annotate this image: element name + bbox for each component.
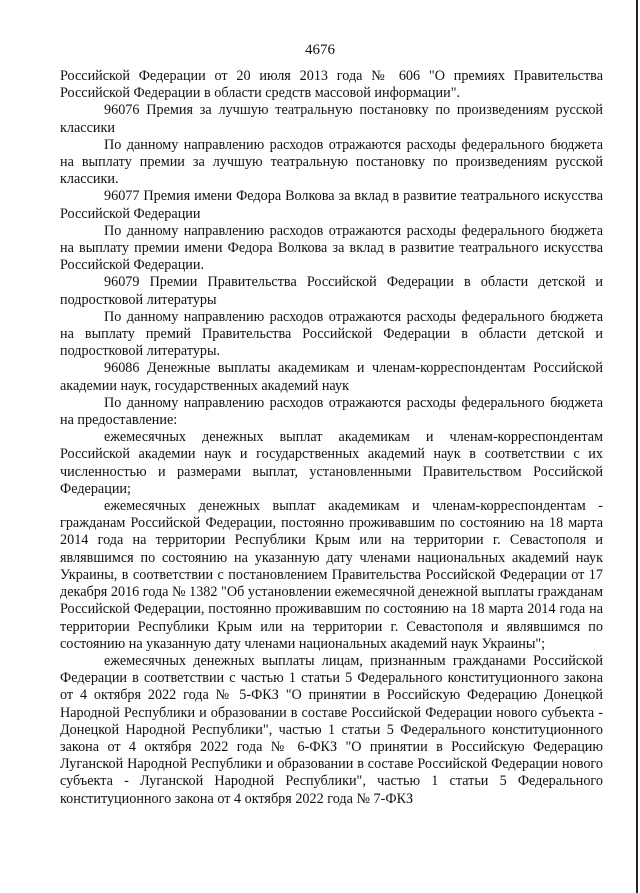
section-heading-96076: 96076 Премия за лучшую театральную постановку по произведениям русской классики bbox=[60, 102, 603, 136]
paragraph: По данному направлению расходов отражаются расходы федерального бюджета на выплату премий Правительства Российской Федерации в области детской и подростковой литературы. bbox=[60, 308, 603, 360]
paragraph: По данному направлению расходов отражаются расходы федерального бюджета на предоставление: bbox=[60, 394, 603, 429]
section-heading-96079: 96079 Премии Правительства Российской Федерации в области детской и подростковой литературы bbox=[60, 274, 603, 308]
paragraph: По данному направлению расходов отражаются расходы федерального бюджета на выплату премии имени Федора Волкова за вклад в развитие театрального искусства Российской Федерации. bbox=[60, 222, 603, 274]
section-heading-96077: 96077 Премия имени Федора Волкова за вклад в развитие театрального искусства Российской Федерации bbox=[60, 188, 603, 222]
page-edge-line bbox=[636, 0, 638, 893]
list-item: ежемесячных денежных выплаты лицам, признанным гражданами Российской Федерации в соответствии с частью 1 статьи 5 Федерального конституционного закона от 4 октября 2022 года № 5-ФКЗ "О принятии в Российскую Федерацию Донецкой Народной Республики и образовании в составе Российской Федерации нового субъекта - Донецкой Народной Республики", частью 1 статьи 5 Федерального конституционного закона от 4 октября 2022 года № 6-ФКЗ "О принятии в Российскую Федерацию Луганской Народной Республики и образовании в составе Российской Федерации нового субъекта - Луганской Народной Республики", частью 1 статьи 5 Федерального конституционного закона от 4 октября 2022 года № 7-ФКЗ bbox=[60, 652, 603, 807]
paragraph: Российской Федерации от 20 июля 2013 года № 606 "О премиях Правительства Российской Федерации в области средств массовой информации". bbox=[60, 68, 603, 102]
paragraph: По данному направлению расходов отражаются расходы федерального бюджета на выплату премии за лучшую театральную постановку по произведениям русской классики. bbox=[60, 136, 603, 188]
list-item: ежемесячных денежных выплат академикам и членам-корреспондентам - гражданам Российской Федерации, постоянно проживавшим по состоянию на 18 марта 2014 года на территории Республики Крым или на территории г. Севастополя и являвшимся по состоянию на указанную дату членами национальных академий наук Украины, в соответствии с постановлением Правительства Российской Федерации от 17 декабря 2016 года № 1382 "Об установлении ежемесячной денежной выплаты гражданам Российской Федерации, постоянно проживавшим по состоянию на 18 марта 2014 года на территории Республики Крым или на территории г. Севастополя и являвшимся по состоянию на указанную дату членами национальных академий наук Украины"; bbox=[60, 498, 603, 652]
document-body bbox=[60, 68, 603, 808]
page-number: 4676 bbox=[305, 42, 335, 58]
list-item: ежемесячных денежных выплат академикам и членам-корреспондентам Российской академии наук и государственных академий наук в соответствии с их численностью и размерами выплат, установленными Правительством Российской Федерации; bbox=[60, 429, 603, 497]
section-heading-96086: 96086 Денежные выплаты академикам и членам-корреспондентам Российской академии наук, государственных академий наук bbox=[60, 360, 603, 394]
